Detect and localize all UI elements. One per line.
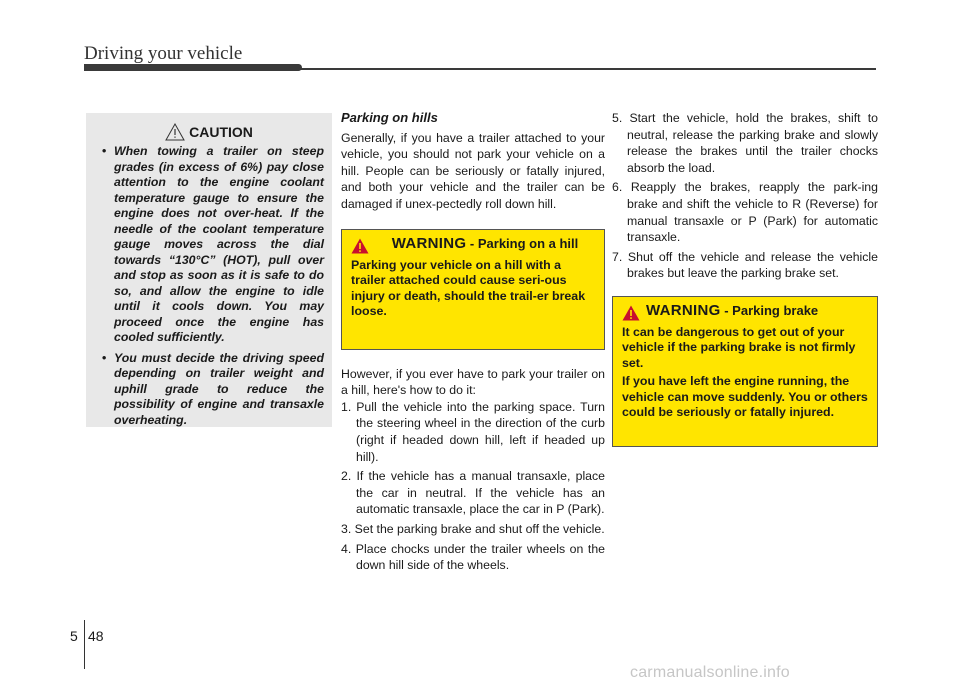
caution-header xyxy=(94,123,324,141)
footer-divider xyxy=(84,620,85,669)
footer-page-number: 48 xyxy=(88,628,104,644)
step-item: 1. Pull the vehicle into the parking space. Turn the steering wheel in the direction of the curb (right if headed down hill, left if headed up hill). xyxy=(341,399,605,464)
header-rule-thin xyxy=(300,68,876,70)
step-item: 2. If the vehicle has a manual transaxle, place the car in neutral. If the vehicle has an automatic transaxle, place the car in P (Park). xyxy=(341,469,605,517)
warning-triangle-icon xyxy=(351,238,369,254)
watermark-text: carmanualsonline.info xyxy=(630,664,790,681)
step-item: 3. Set the parking brake and shut off the vehicle. xyxy=(341,521,605,536)
warning-word: WARNING xyxy=(391,234,467,252)
step-item: 7. Shut off the vehicle and release the vehicle brakes but leave the parking brake set. xyxy=(612,249,878,281)
intro-paragraph: Generally, if you have a trailer attached to your vehicle, you should not park your vehicle on a hill. People can be seriously or fatally injured, and both your vehicle and the trailer can be damaged if unex-pectedly roll down hill. xyxy=(341,130,605,211)
however-paragraph: However, if you ever have to park your trailer on a hill, here's how to do it: xyxy=(341,366,605,398)
page-header-title: Driving your vehicle xyxy=(84,43,243,64)
step-item: 4. Place chocks under the trailer wheels on the down hill side of the wheels. xyxy=(341,541,605,573)
warning-text: Parking your vehicle on a hill with a trailer attached could cause seri-ous injury or death, should the trail-er break loose. xyxy=(351,257,586,319)
caution-triangle-icon xyxy=(165,123,185,141)
warning-header xyxy=(351,236,595,254)
warning-header xyxy=(622,303,868,321)
warning-triangle-icon xyxy=(622,305,640,321)
footer-chapter-number: 5 xyxy=(70,628,78,644)
parking-on-hills-column xyxy=(341,110,605,577)
warning-word: WARNING xyxy=(646,301,721,319)
steps-list-continued xyxy=(612,110,878,282)
caution-box xyxy=(86,113,332,427)
warning-subtitle: - Parking brake xyxy=(720,302,819,318)
warning-box-parking-brake xyxy=(612,296,878,447)
warning-subtitle: - Parking on a hill xyxy=(466,235,579,251)
warning-box-parking-on-hill xyxy=(341,229,605,350)
section-heading: Parking on hills xyxy=(341,110,438,125)
steps-list xyxy=(341,399,605,574)
step-item: 6. Reapply the brakes, reapply the park-ing brake and shift the vehicle to R (Reverse) for manual transaxle or P (Park) for automatic transaxle. xyxy=(612,180,878,245)
caution-item: • When towing a trailer on steep grades (in excess of 6%) pay close attention to the engine coolant temperature gauge to ensure the engine does not over-heat. If the needle of the coolant temperature gauge moves across the dial towards “130°C” (HOT), pull over and stop as soon as it is safe to do so, and allow the engine to idle until it cools down. You may proceed once the engine has cooled sufficiently. xyxy=(94,144,324,346)
warning-text: It can be dangerous to get out of your vehicle if the parking brake is not firmly set. xyxy=(622,324,856,370)
right-column xyxy=(612,110,878,447)
caution-title: CAUTION xyxy=(189,124,253,140)
caution-list xyxy=(94,144,324,428)
header-rule-thick xyxy=(84,64,302,71)
step-item: 5. Start the vehicle, hold the brakes, shift to neutral, release the parking brake and slowly release the brakes until the trailer chocks absorb the load. xyxy=(612,111,878,175)
warning-text: If you have left the engine running, the vehicle can move suddenly. You or others could be seriously or fatally injured. xyxy=(622,374,868,420)
caution-item: • You must decide the driving speed depending on trailer weight and uphill grade to reduce the possibility of engine and transaxle overheating. xyxy=(94,351,324,429)
